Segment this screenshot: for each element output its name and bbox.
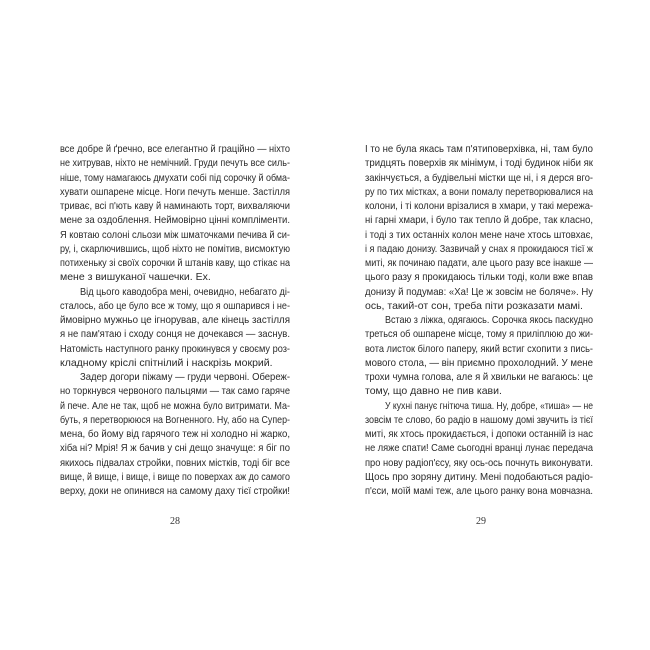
text-line xyxy=(365,470,593,484)
page-number-right: 29 xyxy=(476,516,486,527)
text-line-content: цього разу я прокидаюсь тільки тоді, коли вже впав xyxy=(365,271,593,284)
text-line xyxy=(60,285,290,299)
text-line-content: вище, й вище, і вище, і вище по поверхах аж до самого xyxy=(60,470,290,483)
text-line xyxy=(60,199,290,213)
text-line xyxy=(60,441,290,455)
text-line xyxy=(365,285,593,299)
text-line: мене з вишуканої чашечки. Ех. xyxy=(60,271,211,284)
text-line-content: І то не була якась там п'ятиповерхівка, ні, там було xyxy=(365,143,593,155)
text-line xyxy=(365,356,593,370)
text-line-content: п'єси, моїй мамі теж, але цього ранку вона мовчазна. xyxy=(365,485,593,497)
text-line xyxy=(365,327,593,341)
text-line xyxy=(365,228,593,242)
text-line-content: трохи чумна голова, але я й хвильки не вагаюсь: це xyxy=(365,371,593,383)
text-line xyxy=(60,228,290,242)
text-line-content: верху, доки не опинився на самому даху тієї стройки! xyxy=(60,485,290,497)
text-line: кладному кріслі спітнілий і наскрізь мокрий. xyxy=(60,356,273,369)
text-line-content: мена, бо йому від гарячого теж ні холодно ні жарко, xyxy=(60,428,290,440)
text-line xyxy=(365,199,593,213)
text-line-content: я не пам'ятаю і сходу сонця не дочекався — заснув. xyxy=(60,328,290,341)
text-line-content: триває, всі п'ють каву й наминають торт, вихваляючи xyxy=(60,200,290,212)
text-line-content: но торкнувся червоного пальцями — так само гаряче xyxy=(60,385,290,398)
text-line xyxy=(365,342,593,356)
text-line xyxy=(365,242,593,256)
text-line-content: тридцять поверхів як мінімум, і тоді будинок ніби як xyxy=(365,157,593,170)
text-line-content: донизу й подумав: «Ха! Це ж зовсім не боляче». Ну xyxy=(365,285,593,298)
text-line xyxy=(60,427,290,441)
text-line xyxy=(365,156,593,170)
text-line xyxy=(60,299,290,313)
text-line xyxy=(60,484,290,498)
text-line-content: ніше, тому намагаюсь дмухати собі під сорочку й обма- xyxy=(60,171,290,184)
right-page-text xyxy=(365,142,593,498)
text-line xyxy=(365,270,593,284)
text-line-content: не ляже спати! Саме сьогодні вранці лунає передача xyxy=(365,442,593,455)
text-line xyxy=(365,456,593,470)
text-line-content: про нову радіоп'єсу, яку ось-ось почнуть виконувати. xyxy=(365,456,593,469)
text-line xyxy=(365,427,593,441)
text-line-content: Натомість наступного ранку прокинувся у своєму роз- xyxy=(60,342,290,355)
text-line xyxy=(60,456,290,470)
text-line-content: буть, я перетворююся на Вогненного. Ну, або на Супер- xyxy=(60,413,290,426)
text-line xyxy=(60,384,290,398)
text-line xyxy=(60,413,290,427)
text-line xyxy=(60,470,290,484)
text-line xyxy=(365,313,593,327)
text-line xyxy=(60,185,290,199)
text-line xyxy=(365,213,593,227)
text-line xyxy=(60,142,290,156)
text-line xyxy=(365,142,593,156)
text-line-content: якихось підвалах стройки, повних містків, тоді біг все xyxy=(60,456,290,469)
text-line xyxy=(60,313,290,327)
text-line-content: зовсім те слово, бо радіо в нашому домі звучить із тієї xyxy=(365,413,593,426)
text-line xyxy=(60,370,290,384)
text-line xyxy=(365,370,593,384)
text-line-content: ні гарні хмари, і було так тепло й добре, так класно, xyxy=(365,214,593,227)
text-line-content: Встаю з ліжка, одягаюсь. Сорочка якось паскудно xyxy=(385,314,593,326)
text-line xyxy=(365,413,593,427)
text-line xyxy=(365,185,593,199)
text-line: ось, такий-от сон, треба піти розказати мамі. xyxy=(365,299,583,312)
text-line-content: хіба ні? Мрія! Я ж бачив у сні дещо значуще: я біг по xyxy=(60,442,290,455)
text-line-content: сталось, або це було все ж тому, що я ошпарився і не- xyxy=(60,299,290,312)
text-line-content: не хитрував, ніхто не немічний. Груди печуть все силь- xyxy=(60,157,290,170)
text-line-content: миті, як починаю падати, але цього разу все інакше — xyxy=(365,257,593,269)
text-line xyxy=(365,484,593,498)
text-line-content: закінчується, а будівельні містки ще ні, і я дерся вго- xyxy=(365,171,593,184)
text-line-content: миті, як хтось прокидається, і допоки останній із нас xyxy=(365,428,593,440)
text-line-content: треться об ошпарене місце, тому я приліплюю до жи- xyxy=(365,328,593,341)
text-line-content: й пече. Але не так, щоб не можна було витримати. Ма- xyxy=(60,399,290,412)
text-line xyxy=(365,399,593,413)
text-line-content: ру по тих містках, а вони помалу перетворювалися на xyxy=(365,185,593,198)
text-line-content: Від цього каводобра мені, очевидно, небагато ді- xyxy=(80,285,290,298)
text-line xyxy=(60,213,290,227)
page-number-left: 28 xyxy=(170,516,180,527)
text-line-content: мового стола, — він приємно прохолодний. У мене xyxy=(365,356,593,369)
text-line-content: і я падаю донизу. Зазвичай у снах я прокидаюся тієї ж xyxy=(365,242,593,255)
text-line-content: ймовірно мужньо це ігнорував, але кінець застілля xyxy=(60,314,290,326)
text-line: тому, що давно не пив кави. xyxy=(365,385,502,398)
text-line xyxy=(365,171,593,185)
text-line xyxy=(365,256,593,270)
text-line-content: хувати ошпарене місце. Ноги печуть менше. Застілля xyxy=(60,185,290,198)
text-line xyxy=(60,342,290,356)
text-line xyxy=(60,156,290,170)
text-line-content: Задер догори піжаму — груди червоні. Обереж- xyxy=(80,371,290,383)
text-line-content: Щось про зоряну дитину. Мені подобаються радіо- xyxy=(365,470,593,483)
text-line-content: мене за оздоблення. Неймовірно цінні компліменти. xyxy=(60,214,290,227)
text-line xyxy=(60,171,290,185)
text-line xyxy=(60,327,290,341)
text-line-content: колони, і ті колони врізалися в хмари, у такі мережа- xyxy=(365,200,593,212)
text-line-content: і тоді з тих останніх колон мене наче хтось штовхає, xyxy=(365,228,593,241)
text-line-content: вота листок білого паперу, який встиг схопити з пись- xyxy=(365,342,593,355)
text-line-content: У кухні панує гнітюча тиша. Ну, добре, «тиша» — не xyxy=(385,399,593,412)
left-page-text xyxy=(60,142,290,498)
text-line xyxy=(60,242,290,256)
text-line-content: все добре й ґречно, все елегантно й граційно — ніхто xyxy=(60,143,290,155)
text-line xyxy=(60,399,290,413)
text-line-content: ру, і, скарлючившись, щоб ніхто не помітив, висмоктую xyxy=(60,242,290,255)
text-line xyxy=(60,256,290,270)
text-line-content: потихеньку зі своїх сорочки й штанів каву, що стікає на xyxy=(60,257,290,269)
text-line xyxy=(365,441,593,455)
text-line-content: Я ковтаю солоні сльози між шматочками печива й си- xyxy=(60,228,290,241)
